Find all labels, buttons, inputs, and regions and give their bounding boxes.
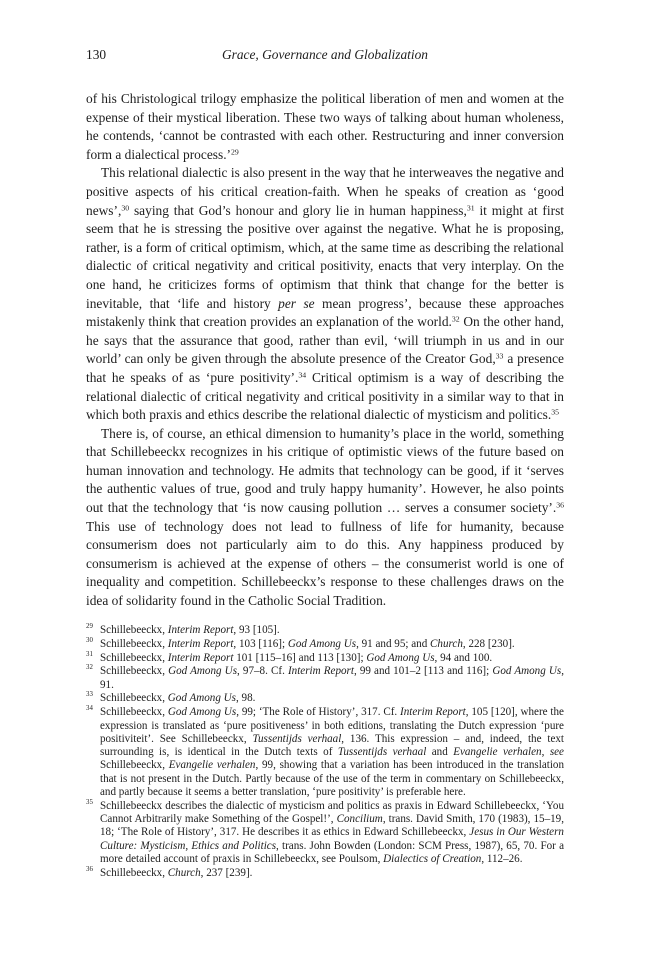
italic-text: God Among Us bbox=[168, 665, 238, 678]
italic-text: God Among Us bbox=[167, 692, 236, 705]
italic-text: Interim Report bbox=[167, 651, 234, 664]
italic-text: Church bbox=[167, 866, 201, 879]
italic-text: Evangelie verhalen bbox=[168, 759, 256, 772]
italic-text: Evangelie verhalen bbox=[453, 746, 542, 759]
body-text bbox=[86, 90, 564, 611]
footnote-ref: 35 bbox=[551, 407, 559, 417]
footnote-number: 35 bbox=[86, 798, 93, 806]
page-number: 130 bbox=[86, 47, 107, 62]
footnote bbox=[86, 624, 564, 637]
footnote bbox=[86, 652, 564, 665]
text-run: of his Christological trilogy emphasize the political liberation of men and women at the expense of their mystical liberation. These two ways of talking about human wholeness, he contends, ‘cannot be contrasted with each other. Restructuring and inner conversion form a dialectical process.’ bbox=[86, 91, 564, 162]
footnote bbox=[86, 706, 564, 799]
text-run: , 136. This expression – and, indeed, the text surrounding is, is identical in the Dutch texts of bbox=[100, 732, 565, 759]
paragraph bbox=[86, 164, 564, 424]
italic-text: Interim Report bbox=[287, 665, 354, 678]
text-run: There is, of course, an ethical dimension to humanity’s place in the world, something that Schillebeeckx recognizes in his critique of optimistic views of the future based on human innovation and technology. He admits that technology can be good, if it ‘serves the authentic values of true, good and truly happy humanity’. However, he also points out that the technology that ‘is now causing pollution … serves a consumer society’. bbox=[86, 425, 564, 516]
text-run: This use of technology does not lead to fullness of life for humanity, because consumerism does not particularly aim to do this. Any happiness produced by consumerism is achieved at the expense of others – the consumerist world is one of inequality and competition. Schillebeeckx’s response to these challenges draws on the idea of solidarity found in the Catholic Social Tradition. bbox=[86, 518, 564, 609]
text-run: , 99, showing that a variation has been introduced in the translation that is not present in the Dutch. Partly because of the use of the term in commentary on Schillebeeckx, and partly because it seems a better translation, ‘pure positivity’ is preferable here. bbox=[100, 759, 565, 799]
italic-text: God Among Us bbox=[287, 637, 357, 650]
italic-text: Dialectics of Creation bbox=[383, 853, 482, 866]
footnote-ref: 34 bbox=[298, 370, 307, 380]
italic-text: Interim Report bbox=[400, 706, 466, 719]
text-run: , 99; ‘The Role of History’, 317. Cf. bbox=[236, 706, 401, 719]
text-run: mean progress’, because these approaches mistakenly think that creation provides an explanation of the world. bbox=[86, 295, 565, 330]
italic-text: Church bbox=[430, 637, 463, 650]
text-run: Schillebeeckx, bbox=[100, 624, 168, 636]
footnote-number: 29 bbox=[86, 623, 93, 630]
text-run: , 228 [230]. bbox=[462, 637, 515, 650]
text-run: , 112–26. bbox=[481, 853, 523, 866]
text-run: , 105 [120], where the expression is translated as ‘pure positiveness’ in both editions, translating the Dutch expression ‘pure positiviteit’. See Schillebeeckx, bbox=[100, 706, 564, 745]
footnote bbox=[86, 638, 564, 651]
footnote-ref: 30 bbox=[121, 203, 130, 213]
footnote-ref: 32 bbox=[451, 314, 460, 324]
text-run: Critical optimism is a way of describing the relational dialectic of critical negativity and critical positivity in a similar way to that in which both praxis and ethics describe the relational dialectic of mysticism and politics. bbox=[86, 369, 564, 423]
text-run: , 237 [239]. bbox=[200, 866, 253, 879]
footnote-number: 33 bbox=[86, 691, 93, 699]
italic-text: Jesus in Our Western Culture: Mysticism, Ethics and Politics bbox=[100, 826, 564, 852]
text-run: Schillebeeckx, bbox=[100, 692, 168, 705]
footnote bbox=[86, 665, 564, 692]
text-run: , 91 and 95; and bbox=[356, 637, 431, 650]
text-run: , 98. bbox=[236, 692, 256, 705]
italic-text: Interim Report bbox=[167, 624, 234, 636]
text-run: saying that God’s honour and glory lie in human happiness, bbox=[129, 202, 467, 218]
footnote-number: 31 bbox=[86, 650, 93, 658]
footnote-number: 34 bbox=[86, 705, 93, 713]
footnote bbox=[86, 867, 564, 880]
footnote-number: 32 bbox=[86, 664, 93, 672]
footnote-number: 36 bbox=[86, 865, 93, 873]
text-run: Schillebeeckx, bbox=[100, 706, 168, 719]
text-run: This relational dialectic is also present in the way that he interweaves the negative and positive aspects of his critical creation-faith. When he speaks of creation as ‘good news’, bbox=[86, 165, 564, 218]
footnote-ref: 36 bbox=[556, 500, 564, 510]
text-run: , 94 and 100. bbox=[434, 651, 493, 664]
italic-text: Interim Report bbox=[167, 637, 234, 650]
italic-text: God Among Us bbox=[492, 665, 562, 678]
text-run: Schillebeeckx describes the dialectic of mysticism and politics as praxis in Edward Schillebeeckx, ‘You Cannot Arbitrarily make Something of the Gospel!’, bbox=[100, 799, 564, 826]
text-run: Schillebeeckx, bbox=[100, 759, 169, 772]
text-run: On the other hand, he says that the assurance that good, rather than evil, ‘will triumph in us and in our world’ can only be given through the absolute presence of the Creator God, bbox=[86, 314, 564, 367]
text-run: a presence that he speaks of as ‘pure positivity’. bbox=[86, 351, 564, 385]
text-run: it might at first seem that he is stressing the positive over against the negative. What he is proposing, rather, is a form of critical optimism, which, at the same time as describing the relational dialectic of critical negativity and critical positivity, enacts that very interplay. On the one hand, he criticizes forms of optimism that think that change for the better is inevitable, that ‘life and history bbox=[86, 202, 564, 311]
text-run: Schillebeeckx, bbox=[100, 866, 168, 879]
footnotes bbox=[86, 624, 564, 881]
text-run: , trans. John Bowden (London: SCM Press, 1987), 65, 70. For a more detailed account of praxis in Schillebeeckx, see Poulsom, bbox=[100, 839, 564, 866]
italic-text: per se bbox=[278, 295, 315, 311]
footnote-ref: 31 bbox=[466, 203, 475, 213]
text-run: , 99 and 101–2 [113 and 116]; bbox=[353, 665, 493, 678]
paragraph bbox=[86, 90, 564, 164]
italic-text: see bbox=[549, 746, 564, 759]
italic-text: Tussentijds verhaal bbox=[252, 732, 342, 745]
footnote bbox=[86, 800, 564, 866]
text-run: , 91. bbox=[100, 665, 565, 691]
text-run: , bbox=[541, 746, 550, 759]
text-run: Schillebeeckx, bbox=[100, 651, 168, 664]
text-run: 101 [115–16] and 113 [130]; bbox=[233, 651, 367, 664]
running-title: Grace, Governance and Globalization bbox=[221, 47, 429, 62]
text-run: , trans. David Smith, 170 (1983), 15–19, 18; ‘The Role of History’, 317. He describes it as ethics in Edward Schillebeeckx, bbox=[100, 813, 564, 839]
text-run: Schillebeeckx, bbox=[100, 637, 168, 650]
italic-text: Tussentijds verhaal bbox=[337, 746, 427, 759]
paragraph bbox=[86, 425, 564, 611]
italic-text: Concilium bbox=[336, 813, 383, 826]
footnote-ref: 33 bbox=[495, 352, 504, 362]
text-run: , 97–8. Cf. bbox=[237, 665, 288, 678]
text-run: and bbox=[426, 746, 454, 759]
footnote-ref: 29 bbox=[231, 147, 239, 157]
footnote-number: 30 bbox=[86, 636, 93, 644]
text-run: , 103 [116]; bbox=[233, 637, 288, 650]
text-run: , 93 [105]. bbox=[233, 624, 280, 636]
footnote bbox=[86, 692, 564, 705]
text-run: Schillebeeckx, bbox=[100, 665, 169, 678]
italic-text: God Among Us bbox=[366, 651, 435, 664]
italic-text: God Among Us bbox=[167, 706, 237, 719]
